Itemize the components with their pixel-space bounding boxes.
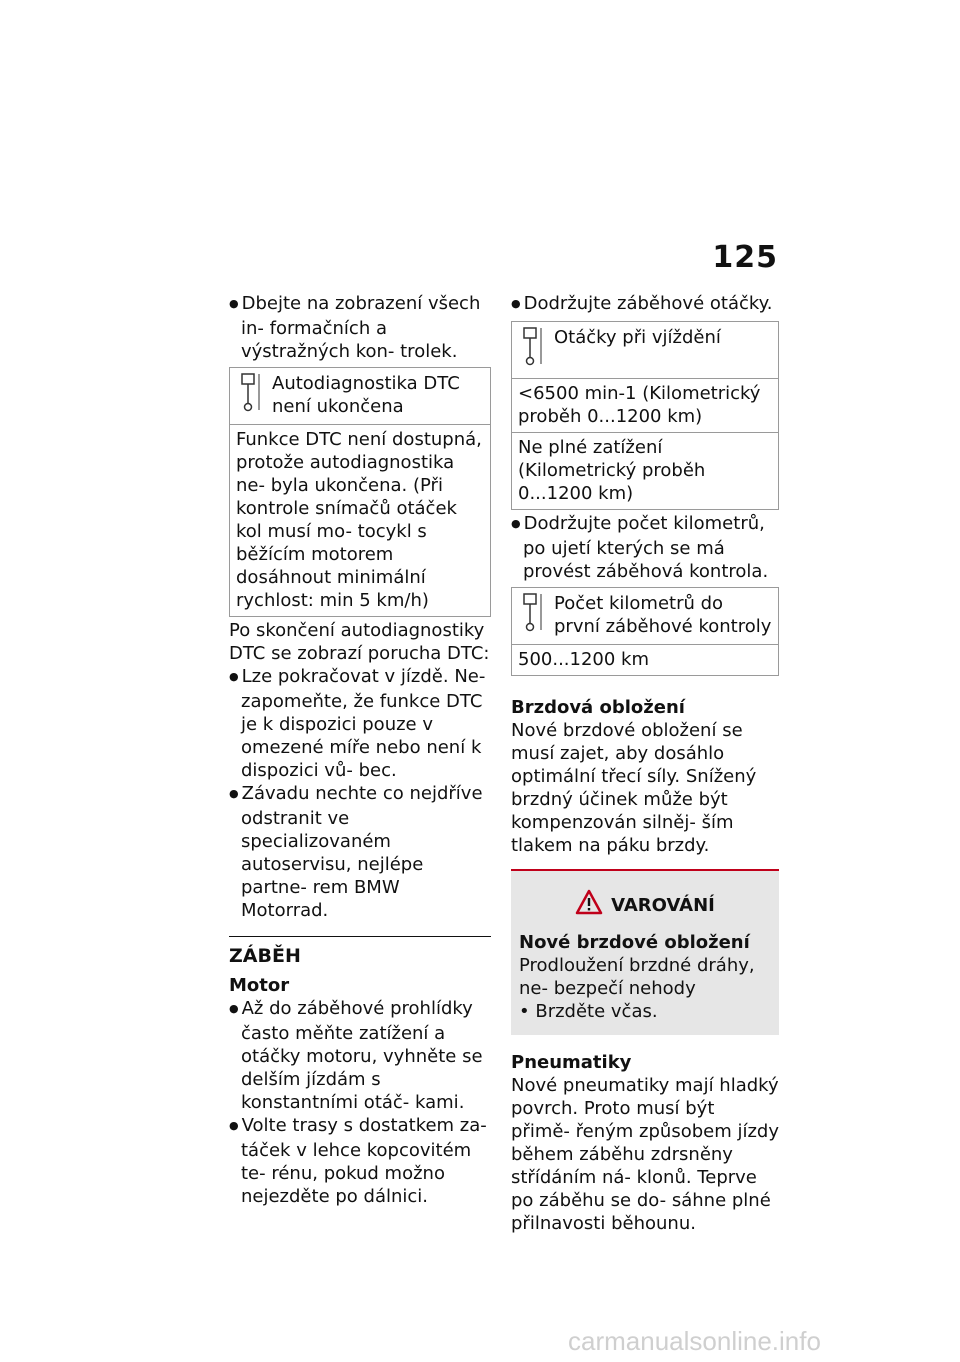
table-cell: Funkce DTC není dostupná, protože autodiagnostika ne- byla ukončena. (Při kontrole snímačů otáček kol musí mo- tocykl s běžícím motorem dosáhnout minimální rychlost: min 5 km/h)	[236, 429, 482, 611]
paragraph: Nové pneumatiky mají hladký povrch. Proto musí být přimě- řeným způsobem jízdy během záběhu zdrsněny střídáním ná- klonů. Teprve po záběhu se do- sáhne plné přilnavosti běhounu.	[511, 1075, 780, 1234]
table-cell: <6500 min-1 (Kilometrický proběh 0...1200 km)	[518, 383, 761, 427]
table-header: Autodiagnostika DTC není ukončena	[272, 373, 460, 417]
subheading-motor: Motor	[229, 975, 290, 996]
section-heading-zabeh: ZÁBĚH	[229, 936, 491, 968]
warning-text: Prodloužení brzdné dráhy, ne- bezpečí nehody	[519, 955, 755, 999]
warning-title: VAROVÁNÍ	[611, 894, 715, 916]
list-item: ● Volte trasy s dostatkem za- táček v lehce kopcovitém te- rénu, pokud možno nejezděte po dálnici.	[229, 1114, 491, 1208]
engine-piston-icon	[236, 372, 272, 418]
list-item: ● Závadu nechte co nejdříve odstranit ve specializovaném autoservisu, nejlépe partne- rem BMW Motorrad.	[229, 782, 491, 922]
watermark: carmanualsonline.info	[568, 1326, 821, 1356]
table-header: Otáčky při vjíždění	[554, 327, 721, 348]
list-item: ● Až do záběhové prohlídky často měňte zatížení a otáčky motoru, vyhněte se delším jízdám s konstantními otáč- kami.	[229, 997, 491, 1114]
list-item: ● Dodržujte záběhové otáčky.	[511, 292, 779, 317]
engine-piston-icon	[518, 592, 554, 638]
paragraph: Nové brzdové obložení se musí zajet, aby dosáhlo optimální třecí síly. Snížený brzdný účinek může být kompenzován silněj- ším tlakem na páku brzdy.	[511, 720, 757, 856]
list-item: ● Lze pokračovat v jízdě. Ne- zapomeňte, že funkce DTC je k dispozici pouze v omezené míře nebo není k dispozici vů- bec.	[229, 665, 491, 782]
warning-item: • Brzděte včas.	[519, 1001, 658, 1022]
warning-subtitle: Nové brzdové obložení	[519, 932, 750, 953]
subheading-pneumatiky: Pneumatiky	[511, 1052, 632, 1073]
engine-piston-icon	[518, 326, 554, 372]
table-header: Počet kilometrů do první záběhové kontroly	[554, 593, 772, 637]
subheading-brzdy: Brzdová obložení	[511, 697, 685, 718]
page-number: 125	[712, 240, 778, 275]
warning-icon	[575, 889, 603, 921]
warning-box	[511, 869, 779, 1035]
info-table-km	[511, 587, 779, 676]
info-table-rpm	[511, 321, 779, 510]
right-column	[511, 292, 779, 1235]
table-cell: 500...1200 km	[518, 649, 650, 670]
info-table-dtc	[229, 367, 491, 617]
list-item: ● Dodržujte počet kilometrů, po ujetí kterých se má provést záběhová kontrola.	[511, 512, 779, 583]
left-column	[229, 292, 491, 1208]
list-item: ● Dbejte na zobrazení všech in- formačních a výstražných kon- trolek.	[229, 292, 491, 363]
paragraph: Po skončení autodiagnostiky DTC se zobrazí porucha DTC:	[229, 620, 490, 664]
table-cell: Ne plné zatížení (Kilometrický proběh 0...1200 km)	[512, 432, 778, 509]
